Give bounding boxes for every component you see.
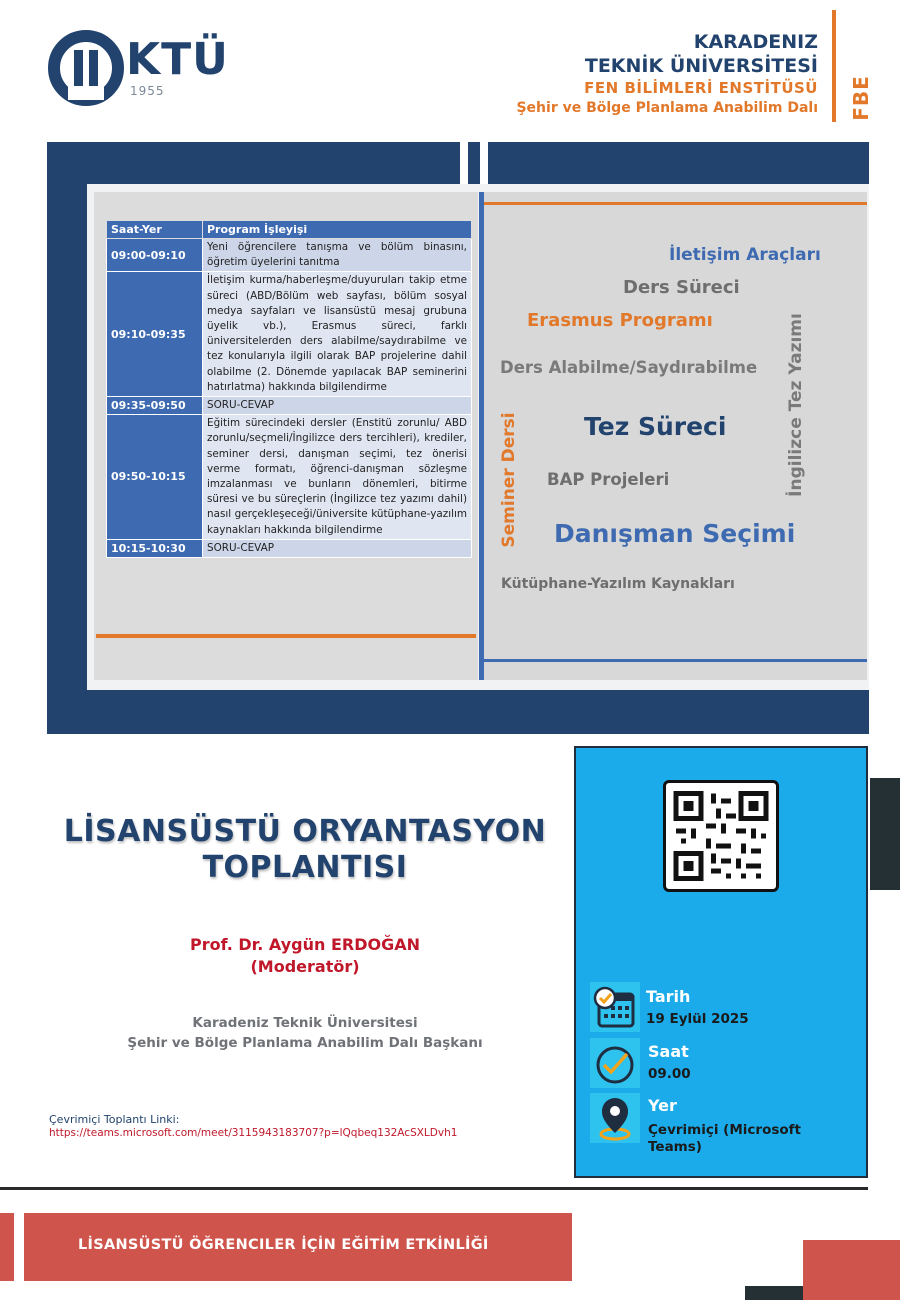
logo-name: KTÜ [126,34,229,85]
qr-pattern [666,783,776,889]
schedule-time: 09:10-09:35 [107,272,203,397]
moderator-block [80,934,530,978]
table-row [107,239,472,272]
cloud-word-iletisim: İletişim Araçları [669,245,821,265]
affiliation-line1: Karadeniz Teknik Üniversitesi [192,1015,418,1031]
schedule-desc: İletişim kurma/haberleşme/duyuruları takip etme süreci (ABD/Bölüm web sayfası, bölüm sosyal medya sayfaları ve lisansüstü mesaj grubuna üyelik vb.), Erasmus süreci, farklı üniversitelerden ders alabilme/saydırabilme ve tez konularıyla ilgili olarak BAP projelerine dahil olabilme (2. Dönemde yapılacak BAP seminerini hatırlatma) hakkında bilgilendirme [203,272,472,397]
schedule-col-program: Program İşleyişi [203,221,472,239]
schedule-time: 09:00-09:10 [107,239,203,272]
side-accent [870,778,900,890]
clock-check-icon [590,1038,640,1088]
event-title-line1: LİSANSÜSTÜ ORYANTASYON [63,814,547,849]
table-row [107,415,472,540]
schedule-col-time: Saat-Yer [107,221,203,239]
footer-banner-text: LİSANSÜSTÜ ÖĞRENCILER İÇİN EĞİTİM ETKİNLİĞİ [78,1237,489,1253]
date-value: 19 Eylül 2025 [646,1011,749,1027]
corner-accent-dark [745,1286,803,1300]
header-divider [832,10,836,122]
schedule-table [106,220,472,558]
fbe-badge-text: FBE [849,75,873,121]
university-name-line2: TEKNİK ÜNİVERSİTESİ [584,55,818,77]
event-title-line2: TOPLANTISI [202,850,408,885]
word-cloud-bottom-line [484,659,867,662]
corner-accent-red [803,1240,900,1300]
cloud-word-ders-sureci: Ders Süreci [623,277,740,298]
table-row [107,539,472,557]
meeting-link-label: Çevrimiçi Toplantı Linki: [49,1113,180,1126]
table-row [107,397,472,415]
moderator-name: Prof. Dr. Aygün ERDOĞAN [190,935,420,954]
schedule-time: 09:50-10:15 [107,415,203,540]
cloud-word-ders-alabilme: Ders Alabilme/Saydırabilme [500,358,758,377]
meeting-link[interactable]: https://teams.microsoft.com/meet/3115943183707?p=lQqbeq132AcSXLDvh1 [49,1127,458,1139]
schedule-time: 10:15-10:30 [107,539,203,557]
department-name: Şehir ve Bölge Planlama Anabilim Dalı [516,100,818,116]
time-label: Saat [648,1042,689,1061]
fbe-badge [844,68,878,128]
footer-banner-stripe [14,1213,24,1281]
schedule-desc: Yeni öğrencilere tanışma ve bölüm binasını, öğretim üyelerini tanıtma [203,239,472,272]
cloud-word-danisman: Danışman Seçimi [554,519,796,548]
cloud-word-ingilizce: İngilizce Tez Yazımı [786,313,806,497]
cloud-word-seminer: Seminer Dersi [499,412,519,548]
logo-year: 1955 [130,84,165,98]
cloud-word-erasmus: Erasmus Programı [527,310,713,331]
footer-divider [0,1187,868,1190]
time-value: 09.00 [648,1066,691,1082]
institute-name: FEN BİLİMLERİ ENSTİTÜSÜ [584,79,818,97]
ktu-emblem-icon [48,28,128,108]
table-row [107,272,472,397]
location-pin-icon [590,1093,640,1143]
place-value: Çevrimiçi (Microsoft Teams) [648,1122,801,1155]
cloud-word-bap: BAP Projeleri [547,470,670,489]
date-label: Tarih [646,987,691,1006]
schedule-time: 09:35-09:50 [107,397,203,415]
word-cloud-top-line [484,202,867,205]
schedule-desc: Eğitim sürecindeki dersler (Enstitü zorunlu/ ABD zorunlu/seçmeli/İngilizce ders tercihleri), krediler, seminer dersi, danışman seçimi, tez önerisi verme formatı, öğrenci-danışman sözleşme imzalanması ve bunların dönemleri, bitirme süresi ve bu süreçlerin (İngilizce tez yazımı dahil) nasıl gerçekleşeceği/üniversite kütüphane-yazılım kaynakları hakkında bilgilendirme [203,415,472,540]
place-label: Yer [648,1096,677,1115]
moderator-role: (Moderatör) [250,957,360,976]
cloud-word-tez-sureci: Tez Süreci [584,412,727,441]
university-name-line1: KARADENIZ [693,31,818,53]
ktu-logo [48,28,238,108]
affiliation-line2: Şehir ve Bölge Planlama Anabilim Dalı Başkanı [127,1035,483,1051]
calendar-check-icon [590,982,640,1032]
institution-block [516,30,818,118]
schedule-accent-line [96,634,476,638]
affiliation-block [60,1013,550,1053]
schedule-desc: SORU-CEVAP [203,539,472,557]
cloud-word-kutuphane: Kütüphane-Yazılım Kaynakları [501,576,735,592]
event-title [40,814,570,886]
schedule-header-row [107,221,472,239]
schedule-desc: SORU-CEVAP [203,397,472,415]
qr-code-icon[interactable] [663,780,779,892]
word-cloud-divider [479,192,484,680]
